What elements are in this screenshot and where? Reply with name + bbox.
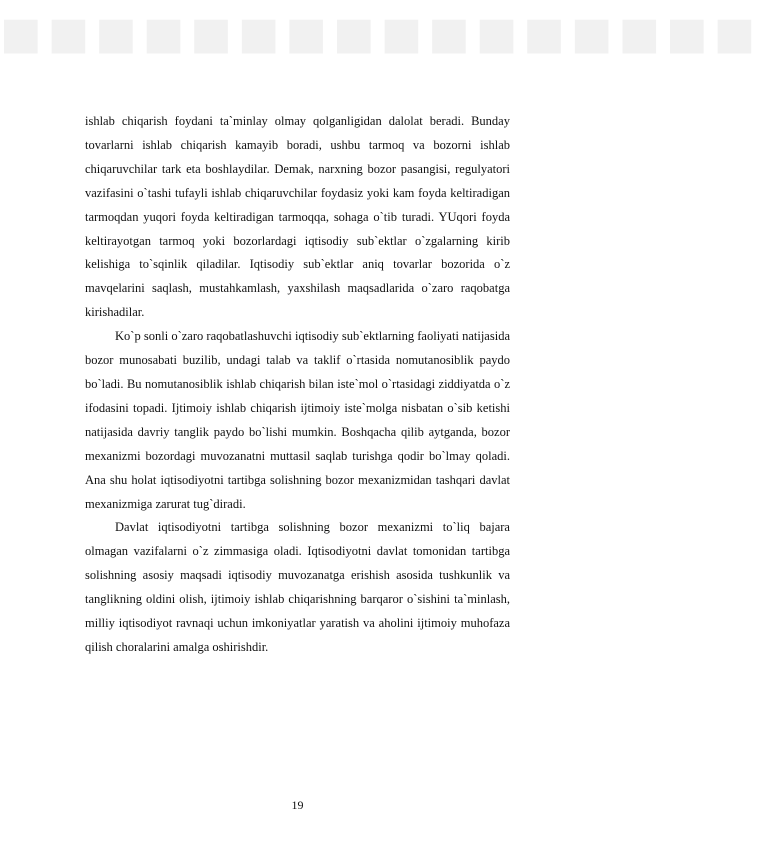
background-watermark: ■■■■■■■■■■■■■■■■: [0, 8, 761, 59]
page-number: 19: [291, 798, 304, 812]
paragraph-3: Davlat iqtisodiyotni tartibga solishning bozor mexanizmi to`liq bajara olmagan vazifalarni o`z zimmasiga oladi. Iqtisodiyotni davlat tomonidan tartibga solishning asosiy maqsadi iqtisodiy muvozanatga erishish asosida tushkunlik va tanglikning oldini olish, ijtimoiy ishlab chiqarishning barqaror o`sishini ta`minlash, milliy iqtisodiyot ravnaqi uchun imkoniyatlar yaratish va aholini ijtimoiy muhofaza qilish choralarini amalga oshirishdir.: [85, 520, 510, 654]
paragraph-2: Ko`p sonli o`zaro raqobatlashuvchi iqtisodiy sub`ektlarning faoliyati natijasida bozor munosabati buzilib, undagi talab va taklif o`rtasida nomutanosiblik paydo bo`ladi. Bu nomutanosiblik ishlab chiqarish bilan iste`mol o`rtasidagi ziddiyatda o`z ifodasini topadi. Ijtimoiy ishlab chiqarish ijtimoiy iste`molga nisbatan o`sib ketishi natijasida davriy tanglik paydo bo`lishi mumkin. Boshqacha qilib aytganda, bozor mexanizmi bozordagi muvozanatni muttasil saqlab turishga qodir bo`lmay qoladi. Ana shu holat iqtisodiyotni tartibga solishning bozor mexanizmidan tashqari davlat mexanizmiga zarurat tug`diradi.: [85, 329, 510, 511]
paragraph-1: ishlab chiqarish foydani ta`minlay olmay qolganligidan dalolat beradi. Bunday tovarlarni ishlab chiqarish kamayib boradi, ushbu tarmoq va bozorni ishlab chiqaruvchilar tark eta boshlaydilar. Demak, narxning bozor pasangisi, regulyatori vazifasini o`tashi tufayli ishlab chiqaruvchilar foydasiz yoki kam foyda keltiradigan tarmoqdan yuqori foyda keltiradigan tarmoqqa, sohaga o`tib turadi. YUqori foyda keltirayotgan tarmoq yoki bozorlardagi iqtisodiy sub`ektlar o`zgalarning kirib kelishiga to`sqinlik qiladilar. Iqtisodiy sub`ektlar aniq tovarlar bozorida o`z mavqelarini saqlash, mustahkamlash, yaxshilash maqsadlarida o`zaro raqobatga kirishadilar.: [85, 114, 510, 320]
body-text: [85, 110, 510, 660]
